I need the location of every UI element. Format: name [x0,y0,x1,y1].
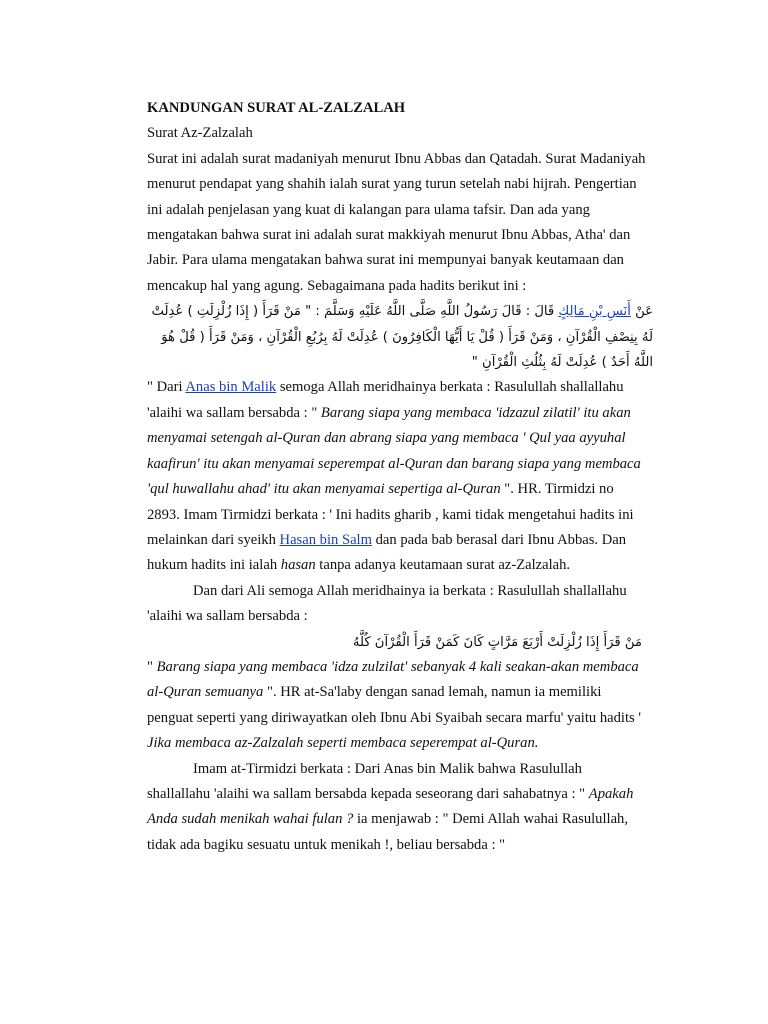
question-italic: Apakah Anda sudah menikah wahai fulan ? [147,785,634,828]
document-page [147,96,653,858]
translation-paragraph [147,375,647,578]
hasan-bin-salm-link[interactable]: Hasan bin Salm [279,531,372,548]
arabic-hadith-2: مَنْ قَرَأَ إِذَا زُلْزِلَتْ أَرْبَعَ مَرَّاتٍ كَانَ كَمَنْ قَرَأَ الْقُرْآنَ كُلَّهُ [352,634,642,650]
translation-paragraph-2 [147,655,647,757]
anas-bin-malik-link[interactable]: Anas bin Malik [185,379,277,396]
arabic-narrator-link[interactable]: أَنَسِ بْنِ مَالِكٍ [558,304,631,320]
text-span: tanpa adanya keutamaan surat az-Zalzalah. [315,557,571,574]
arabic-prefix: عَنْ [630,304,653,320]
text-span: " [147,658,157,675]
hadith-translation-italic: Barang siapa yang membaca 'idzazul zilatil' itu akan menyamai setengah al-Quran dan abrang siapa yang membaca ' Qul yaa ayyuhal kaafirun' itu akan menyamai seperempat al-Quran dan barang siapa yang membaca 'qul huwallahu ahad' itu akan menyamai sepertiga al-Quran [147,404,641,498]
hadith-translation-italic: Jika membaca az-Zalzalah seperti membaca seperempat al-Quran. [147,735,539,752]
text-span: ". HR at-Sa'laby dengan sanad lemah, namun ia memiliki penguat seperti yang diriwayatkan oleh Ibnu Abi Syaibah secara marfu' yaitu hadits ' [147,684,641,726]
text-span: " Dari [147,379,186,396]
intro-paragraph: Surat ini adalah surat madaniyah menurut Ibnu Abbas dan Qatadah. Surat Madaniyah menurut pendapat yang shahih ialah surat yang turun setelah nabi hijrah. Pengertian ini adalah penjelasan yang kuat di kalangan para ulama tafsir. Dan ada yang mengatakan bahwa surat ini adalah surat makkiyah menurut Ibnu Abbas, Atha' dan Jabir. Para ulama mengatakan bahwa surat ini mempunyai banyak keutamaan dan mencakup hal yang agung. Sebagaimana pada hadits berikut ini : [147,150,646,294]
tirmidzi-paragraph [147,757,647,859]
arabic-hadith-text: قَالَ : قَالَ رَسُولُ اللَّهِ صَلَّى اللَّهُ عَلَيْهِ وَسَلَّمَ : " مَنْ قَرَأَ ( إِذَا زُلْزِلَتِ ) عُدِلَتْ لَهُ بِنِصْفِ الْقُرْآنِ ، وَمَنْ قَرَأَ ( قُلْ يَا أَيُّهَا الْكَافِرُونَ ) عُدِلَتْ لَهُ بِرُبُعِ الْقُرْآنِ ، وَمَنْ قَرَأَ ( قُلْ هُوَ اللَّهُ أَحَدٌ ) عُدِلَتْ لَهُ بِثُلُثِ الْقُرْآنِ " [151,304,653,371]
text-span: Imam at-Tirmidzi berkata : Dari Anas bin Malik bahwa Rasulullah shallallahu 'alaihi wa sallam bersabda kepada seseorang dari sahabatnya : " [147,760,589,802]
text-span: ia menjawab : " Demi Allah wahai Rasulullah, tidak ada bagiku sesuatu untuk menikah !, beliau bersabda : " [147,811,629,853]
text-span: dan pada bab berasal dari Ibnu Abbas. Dan hukum hadits ini ialah [147,531,627,574]
hadith-translation-italic: Barang siapa yang membaca 'idza zulzilat' sebanyak 4 kali seakan-akan membaca al-Quran semuanya [147,658,639,701]
document-title: KANDUNGAN SURAT AL-ZALZALAH [147,100,406,116]
hasan-italic: hasan [280,557,316,574]
arabic-hadith-1 [147,299,653,375]
document-subtitle: Surat Az-Zalzalah [147,125,253,142]
text-span: semoga Allah meridhainya berkata : Rasulullah shallallahu 'alaihi wa sallam bersabda : " [147,379,624,421]
text-span: ". HR. Tirmidzi no 2893. Imam Tirmidzi berkata : ' Ini hadits gharib , kami tidak mengetahui hadits ini melainkan dari syeikh [147,481,634,548]
ali-paragraph: Dan dari Ali semoga Allah meridhainya ia berkata : Rasulullah shallallahu 'alaihi wa sallam bersabda : [147,582,627,625]
